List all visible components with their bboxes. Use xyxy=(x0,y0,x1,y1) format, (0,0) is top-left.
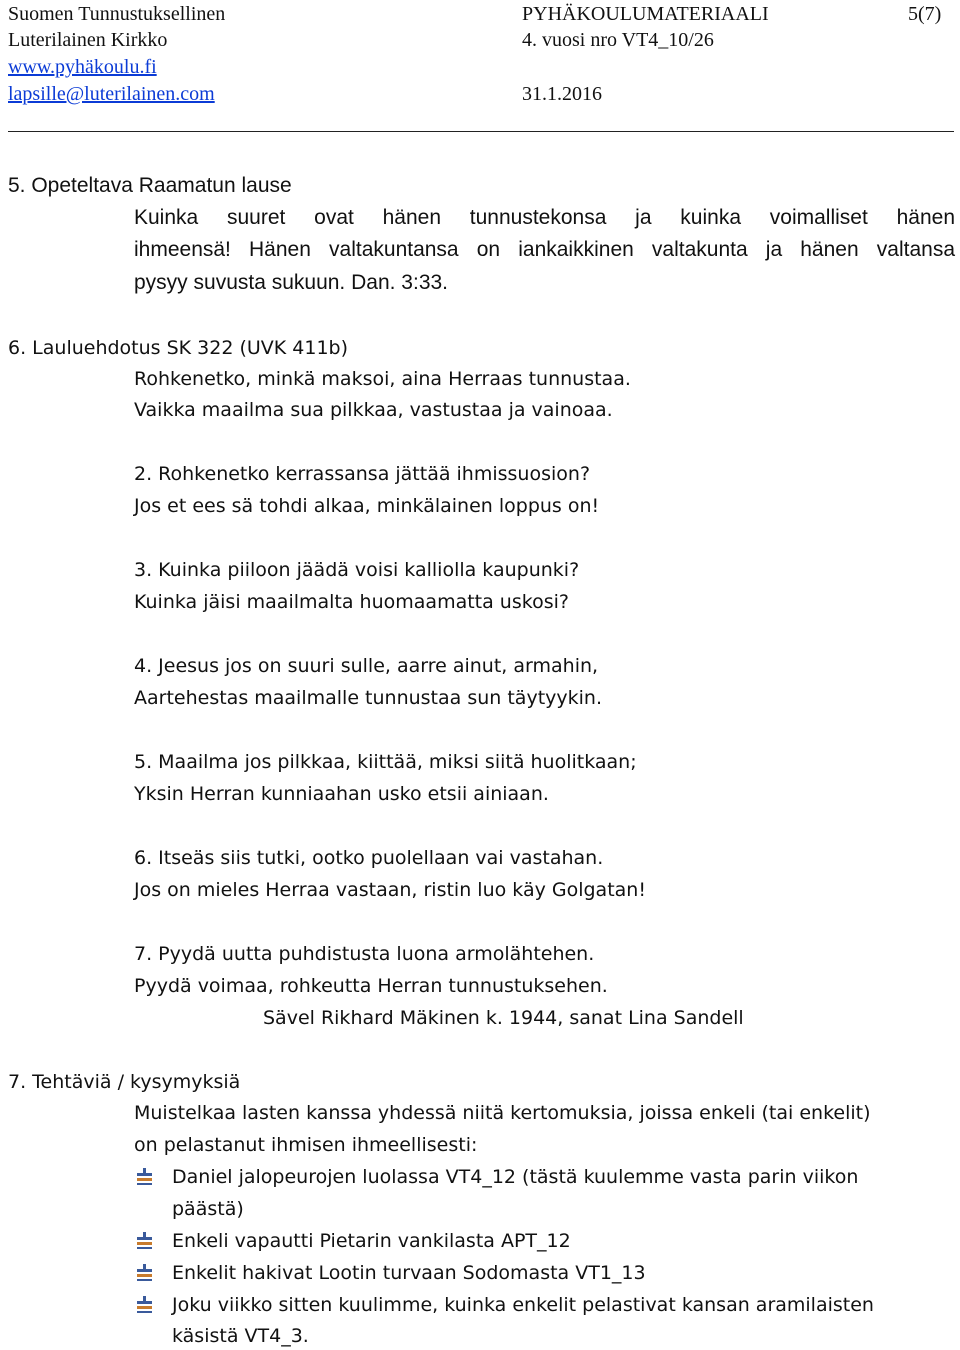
bullet-item-1-line2: päästä) xyxy=(172,1198,244,1220)
stanza-line: Jos on mieles Herraa vastaan, ristin luo käy Golgatan! xyxy=(134,879,646,901)
section7-heading: 7. Tehtäviä / kysymyksiä xyxy=(8,1071,241,1093)
list-bullet-icon xyxy=(136,1263,154,1283)
doc-code: 4. vuosi nro VT4_10/26 xyxy=(522,29,714,51)
verse-line-3: pysyy suvusta sukuun. Dan. 3:33. xyxy=(134,271,449,294)
stanza-line: Kuinka jäisi maailmalta huomaamatta uskosi? xyxy=(134,591,569,613)
bullet-item-3: Enkelit hakivat Lootin turvaan Sodomasta VT1_13 xyxy=(172,1262,646,1284)
website-link[interactable]: www.pyhäkoulu.fi xyxy=(8,56,157,78)
email-link[interactable]: lapsille@luterilainen.com xyxy=(8,83,215,105)
stanza-line: 2. Rohkenetko kerrassansa jättää ihmissuosion? xyxy=(134,463,591,485)
org-name-line1: Suomen Tunnustuksellinen xyxy=(8,3,226,25)
stanza-line: 7. Pyydä uutta puhdistusta luona armolähtehen. xyxy=(134,943,595,965)
verse-line-2: ihmeensä! Hänen valtakuntansa on iankaikkinen valtakunta ja hänen valtansa xyxy=(134,238,955,261)
doc-date: 31.1.2016 xyxy=(522,83,602,105)
stanza-line: Rohkenetko, minkä maksoi, aina Herraas tunnustaa. xyxy=(134,368,631,390)
list-bullet-icon xyxy=(136,1167,154,1187)
stanza-line: Yksin Herran kunniaahan usko etsii ainiaan. xyxy=(134,783,549,805)
section5-heading: 5. Opeteltava Raamatun lause xyxy=(8,174,292,197)
list-bullet-icon xyxy=(136,1231,154,1251)
section6-heading: 6. Lauluehdotus SK 322 (UVK 411b) xyxy=(8,337,349,359)
section7-intro-line1: Muistelkaa lasten kanssa yhdessä niitä kertomuksia, joissa enkeli (tai enkelit) xyxy=(134,1102,871,1124)
stanza-line: 4. Jeesus jos on suuri sulle, aarre ainut, armahin, xyxy=(134,655,599,677)
stanza-line: Pyydä voimaa, rohkeutta Herran tunnustuksehen. xyxy=(134,975,608,997)
stanza-line: Aartehestas maailmalle tunnustaa sun täytyykin. xyxy=(134,687,602,709)
stanza-line: Jos et ees sä tohdi alkaa, minkälainen loppus on! xyxy=(134,495,600,517)
bullet-item-4-line1: Joku viikko sitten kuulimme, kuinka enkelit pelastivat kansan aramilaisten xyxy=(172,1294,874,1316)
page-number: 5(7) xyxy=(908,3,942,25)
doc-type: PYHÄKOULUMATERIAALI xyxy=(522,3,769,25)
bullet-item-2: Enkeli vapautti Pietarin vankilasta APT_12 xyxy=(172,1230,571,1252)
bullet-item-1-line1: Daniel jalopeurojen luolassa VT4_12 (tästä kuulemme vasta parin viikon xyxy=(172,1166,859,1188)
stanza-line: 3. Kuinka piiloon jäädä voisi kalliolla kaupunki? xyxy=(134,559,580,581)
stanza-line: Vaikka maailma sua pilkkaa, vastustaa ja vainoaa. xyxy=(134,399,613,421)
stanza-line: 6. Itseäs siis tutki, ootko puolellaan vai vastahan. xyxy=(134,847,604,869)
org-name-line2: Luterilainen Kirkko xyxy=(8,29,168,51)
song-credit: Sävel Rikhard Mäkinen k. 1944, sanat Lina Sandell xyxy=(263,1007,744,1029)
stanza-line: 5. Maailma jos pilkkaa, kiittää, miksi siitä huolitkaan; xyxy=(134,751,637,773)
section7-intro-line2: on pelastanut ihmisen ihmeellisesti: xyxy=(134,1134,478,1156)
bullet-item-4-line2: käsistä VT4_3. xyxy=(172,1325,309,1347)
list-bullet-icon xyxy=(136,1295,154,1315)
header-divider xyxy=(8,131,954,132)
verse-line-1: Kuinka suuret ovat hänen tunnustekonsa ja kuinka voimalliset hänen xyxy=(134,206,955,229)
